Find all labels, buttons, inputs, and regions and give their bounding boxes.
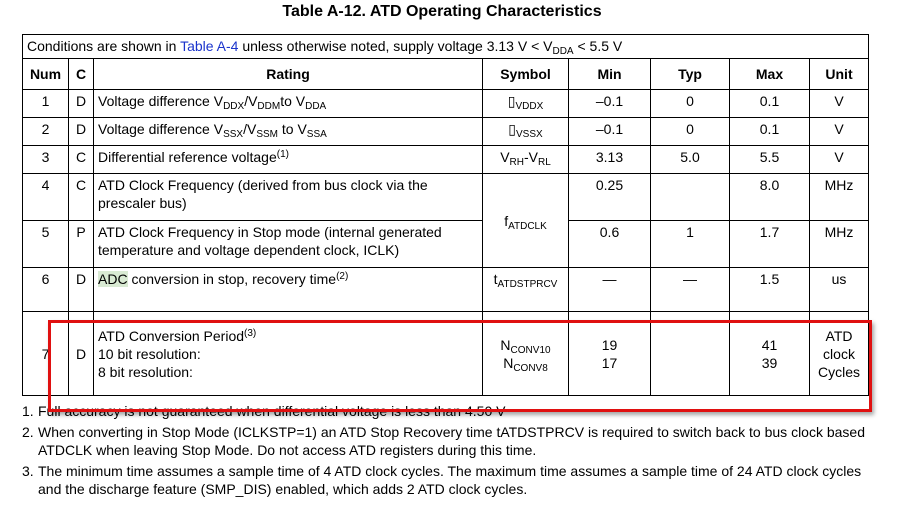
row-max: 1.7	[730, 221, 810, 268]
row-rating: ADC conversion in stop, recovery time$^{(2)}$	[94, 268, 483, 312]
footnote: 3. The minimum time assumes a sample time of 4 ATD clock cycles. The maximum time assumes a sample time of 24 ATD clock cycles and the discharge feature (SMP_DIS) enabled, which adds 2 ATD clock cycles.	[22, 463, 862, 497]
row-unit: MHz	[810, 221, 869, 268]
header-c: C	[69, 59, 94, 90]
row-typ	[651, 312, 730, 396]
table-row	[23, 312, 869, 396]
table-row	[23, 174, 869, 221]
table-title: Table A-12. ATD Operating Characteristics	[282, 3, 602, 20]
row-rating: Voltage difference $V_{DDX}/V_{DDM}to$ $V_{DDA}$	[94, 90, 483, 118]
row-min: 19 17	[569, 312, 651, 396]
table-a4-link[interactable]: Table A-4	[180, 38, 239, 54]
row-min: –0.1	[569, 90, 651, 118]
row-symbol: $▯_{VDDX}$	[483, 90, 569, 118]
row-num: 1	[23, 90, 69, 118]
row-unit: V	[810, 90, 869, 118]
row-typ: 0	[651, 90, 730, 118]
row-class: C	[69, 146, 94, 174]
row-max: 8.0	[730, 174, 810, 221]
row-rating: ATD Clock Frequency (derived from bus clock via the prescaler bus)	[94, 174, 483, 221]
header-min: Min	[569, 59, 651, 90]
row-max: 41 39	[730, 312, 810, 396]
conditions-text: Conditions are shown in	[27, 38, 181, 54]
row-class: D	[69, 268, 94, 312]
header-typ: Typ	[651, 59, 730, 90]
table-row	[23, 268, 869, 312]
header-symbol: Symbol	[483, 59, 569, 90]
footnote: 1. Full accuracy is not guaranteed when differential voltage is less than 4.50 V	[22, 403, 506, 419]
row-symbol: $f_{ATDCLK}$	[483, 174, 569, 268]
row-class: D	[69, 90, 94, 118]
row-unit: V	[810, 146, 869, 174]
row-max: 0.1	[730, 90, 810, 118]
row-num: 2	[23, 118, 69, 146]
atd-characteristics-table	[22, 34, 869, 396]
row-num: 4	[23, 174, 69, 221]
table-row	[23, 146, 869, 174]
table-row	[23, 118, 869, 146]
header-num: Num	[23, 59, 69, 90]
row-symbol: $V_{RH}-V_{RL}$	[483, 146, 569, 174]
row-unit: MHz	[810, 174, 869, 221]
row-max: 0.1	[730, 118, 810, 146]
row-num: 6	[23, 268, 69, 312]
header-row	[23, 59, 869, 90]
row-typ: 0	[651, 118, 730, 146]
table-row	[23, 90, 869, 118]
row-rating: ATD Clock Frequency in Stop mode (internal generated temperature and voltage dependent clock, ICLK)	[94, 221, 483, 268]
row-num: 3	[23, 146, 69, 174]
conditions-tail: < 5.5 V	[573, 38, 623, 54]
row-typ: 1	[651, 221, 730, 268]
footnote: 2. When converting in Stop Mode (ICLKSTP=1) an ATD Stop Recovery time tATDSTPRCV is required to switch back to bus clock based ATDCLK when leaving Stop Mode. Do not access ATD registers during this time.	[22, 424, 865, 458]
table-row	[23, 221, 869, 268]
row-min: 0.6	[569, 221, 651, 268]
row-symbol: $t_{ATDSTPRCV}$	[483, 268, 569, 312]
row-symbol: $▯_{VSSX}$	[483, 118, 569, 146]
row-unit: V	[810, 118, 869, 146]
row-class: P	[69, 221, 94, 268]
row-unit: ATD clock Cycles	[810, 312, 869, 396]
row-rating: ATD Conversion Period$^{(3)}$ 10 bit resolution: 8 bit resolution:	[94, 312, 483, 396]
row-num: 5	[23, 221, 69, 268]
conditions-supply: unless otherwise noted, supply voltage 3.13 V < V	[238, 38, 553, 54]
row-class: D	[69, 118, 94, 146]
row-symbol: $N_{CONV10}$ $N_{CONV8}$	[483, 312, 569, 396]
conditions-row	[23, 35, 869, 59]
conditions-sub: DDA	[552, 46, 574, 57]
row-class: D	[69, 312, 94, 396]
row-min: 0.25	[569, 174, 651, 221]
row-rating: Voltage difference $V_{SSX}/V_{SSM}$ to $V_{SSA}$	[94, 118, 483, 146]
row-max: 5.5	[730, 146, 810, 174]
header-rating: Rating	[94, 59, 483, 90]
row-class: C	[69, 174, 94, 221]
row-num: 7	[23, 312, 69, 396]
row-rating: Differential reference voltage$^{(1)}$	[94, 146, 483, 174]
row-min: –0.1	[569, 118, 651, 146]
row-max: 1.5	[730, 268, 810, 312]
header-max: Max	[730, 59, 810, 90]
row-min: —	[569, 268, 651, 312]
row-unit: us	[810, 268, 869, 312]
header-unit: Unit	[810, 59, 869, 90]
adc-highlight: ADC	[98, 271, 128, 287]
row-typ: —	[651, 268, 730, 312]
row-typ: 5.0	[651, 146, 730, 174]
footnotes	[22, 402, 872, 501]
row-min: 3.13	[569, 146, 651, 174]
row-typ	[651, 174, 730, 221]
